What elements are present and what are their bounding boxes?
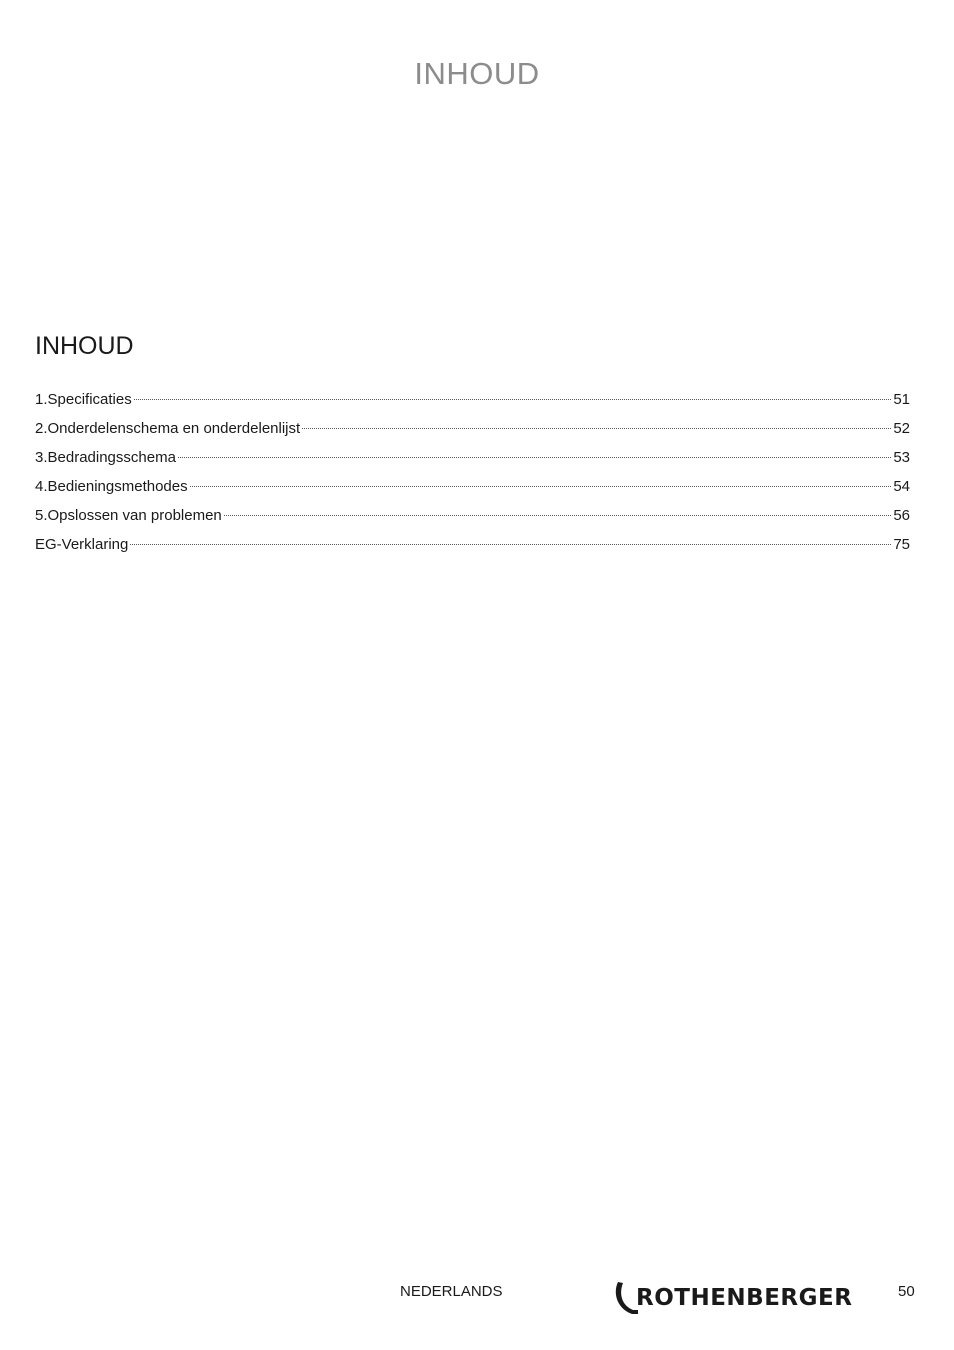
toc-dot-leader xyxy=(302,428,891,429)
toc-entry-bedieningsmethodes[interactable] xyxy=(35,475,910,504)
toc-entry-title: 4.Bedieningsmethodes xyxy=(35,478,188,495)
toc-dot-leader xyxy=(130,544,891,545)
toc-entry-title: 2.Onderdelenschema en onderdelenlijst xyxy=(35,420,301,437)
toc-entry-page: 52 xyxy=(893,420,910,437)
page-number: 50 xyxy=(898,1283,915,1300)
toc-entry-title: EG-Verklaring xyxy=(35,536,129,553)
toc-entry-page: 53 xyxy=(893,449,910,466)
toc-entry-onderdelenschema[interactable] xyxy=(35,417,910,446)
toc-entry-title: 1.Specificaties xyxy=(35,391,132,408)
toc-entry-page: 51 xyxy=(893,391,910,408)
toc-dot-leader xyxy=(134,399,892,400)
toc-dot-leader xyxy=(224,515,892,516)
page-header-title: INHOUD xyxy=(414,56,540,91)
toc-entry-eg-verklaring[interactable] xyxy=(35,533,910,562)
toc-entry-specificaties[interactable] xyxy=(35,388,910,417)
toc-dot-leader xyxy=(178,457,891,458)
toc-dot-leader xyxy=(190,486,892,487)
brand-name: ROTHENBERGER xyxy=(636,1285,853,1311)
footer-language: NEDERLANDS xyxy=(400,1283,503,1300)
toc-entry-page: 75 xyxy=(893,536,910,553)
table-of-contents xyxy=(35,388,910,562)
brand-logo xyxy=(612,1278,852,1318)
toc-entry-opslossen-van-problemen[interactable] xyxy=(35,504,910,533)
toc-entry-title: 5.Opslossen van problemen xyxy=(35,507,222,524)
toc-entry-title: 3.Bedradingsschema xyxy=(35,449,176,466)
toc-entry-bedradingsschema[interactable] xyxy=(35,446,910,475)
toc-entry-page: 54 xyxy=(893,478,910,495)
toc-heading: INHOUD xyxy=(35,332,134,360)
toc-entry-page: 56 xyxy=(893,507,910,524)
